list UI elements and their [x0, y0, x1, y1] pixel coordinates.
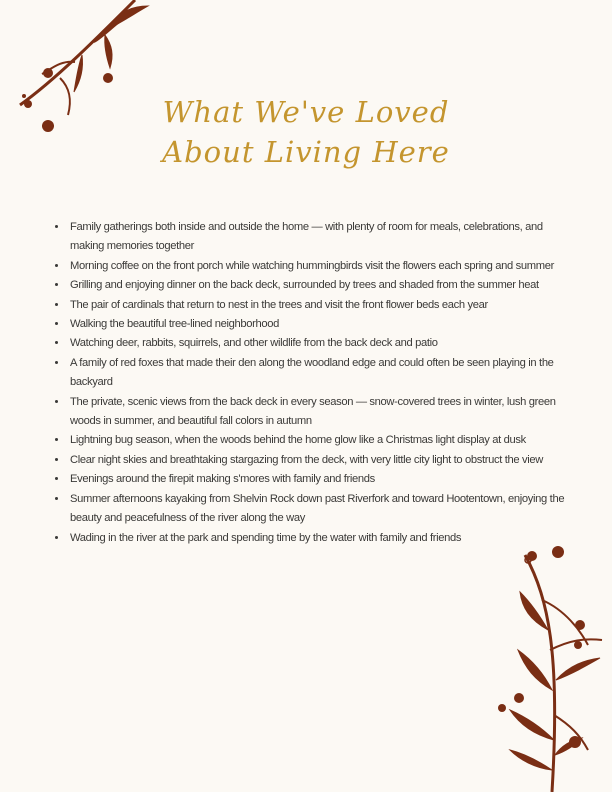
list-item: • Evenings around the firepit making s'mores with family and friends [68, 470, 568, 489]
list-item: • Grilling and enjoying dinner on the back deck, surrounded by trees and shaded from the summer heat [68, 276, 568, 295]
list-item: • Walking the beautiful tree-lined neighborhood [68, 315, 568, 334]
list-item: • Family gatherings both inside and outside the home — with plenty of room for meals, celebrations, and making memories together [68, 218, 568, 257]
list-item: • Watching deer, rabbits, squirrels, and other wildlife from the back deck and patio [68, 334, 568, 353]
list-item: • The private, scenic views from the back deck in every season — snow-covered trees in winter, lush green woods in summer, and beautiful fall colors in autumn [68, 393, 568, 432]
list-item: • Clear night skies and breathtaking stargazing from the deck, with very little city light to obstruct the view [68, 451, 568, 470]
list-item: • Wading in the river at the park and spending time by the water with family and friends [68, 529, 568, 548]
page-title [0, 92, 612, 172]
list-item: • The pair of cardinals that return to nest in the trees and visit the front flower beds each year [68, 296, 568, 315]
list-item: • A family of red foxes that made their den along the woodland edge and could often be seen playing in the backyard [68, 354, 568, 393]
memories-list [50, 218, 568, 548]
leaf-branch-bottom-right-icon [480, 540, 612, 792]
title-line-2: About Living Here [162, 135, 450, 169]
list-item: • Morning coffee on the front porch while watching hummingbirds visit the flowers each spring and summer [68, 257, 568, 276]
list-item: • Summer afternoons kayaking from Shelvin Rock down past Riverfork and toward Hootentown, enjoying the beauty and peacefulness of the river along the way [68, 490, 568, 529]
list-item: • Lightning bug season, when the woods behind the home glow like a Christmas light display at dusk [68, 431, 568, 450]
title-line-1: What We've Loved [162, 95, 450, 129]
